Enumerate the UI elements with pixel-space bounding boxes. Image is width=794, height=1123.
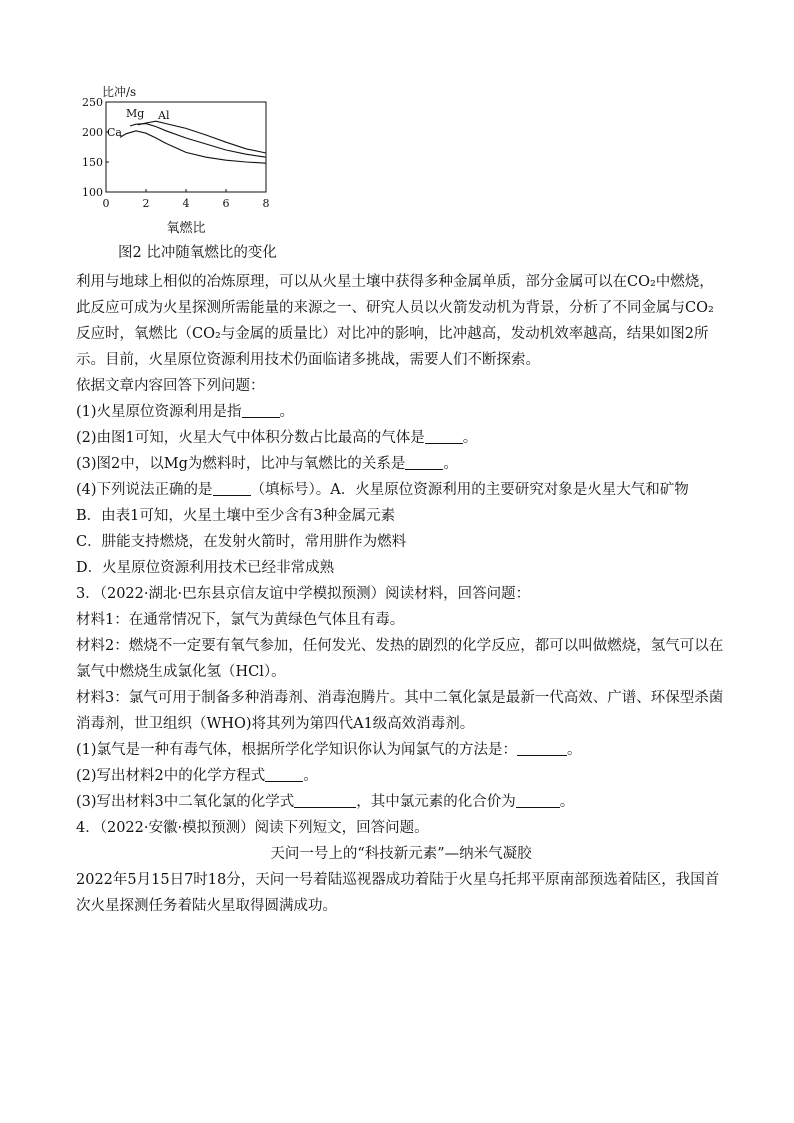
figure-caption: 图2 比冲随氧燃比的变化 <box>118 245 277 261</box>
answer-blank[interactable] <box>405 453 443 470</box>
x-tick-label: 4 <box>182 197 190 210</box>
x-tick-label: 8 <box>262 197 270 210</box>
question-3-heading: 3．（2022·湖北·巴东县京信友谊中学模拟预测）阅读材料，回答问题： <box>76 586 531 602</box>
material-1: 材料1：在通常情况下，氯气为黄绿色气体且有毒。 <box>76 612 405 628</box>
answer-blank[interactable] <box>294 791 356 808</box>
series-line-al <box>138 121 266 153</box>
article-paragraph: 利用与地球上相似的冶炼原理，可以从火星土壤中获得多种金属单质，部分金属可以在CO₂中燃烧，此反应可成为火星探测所需能量的来源之一、研究人员以火箭发动机为背景，分析了不同金属与CO₂反应时，氧燃比（CO₂与金属的质量比）对比冲的影响，比冲越高，发动机效率越高，结果如图2所示。目前，火星原位资源利用技术仍面临诸多挑战，需要人们不断探索。 <box>76 274 714 368</box>
y-tick-label: 100 <box>82 186 103 199</box>
option-b: B．由表1可知，火星土壤中至少含有3种金属元素 <box>76 508 396 524</box>
answer-blank[interactable] <box>517 739 567 756</box>
x-axis-label: 氧燃比 <box>166 221 206 236</box>
series-label-ca: Ca <box>107 126 122 139</box>
article-body: 2022年5月15日7时18分，天问一号着陆巡视器成功着陆于火星乌托邦平原南部预选着陆区，我国首次火星探测任务着陆火星取得圆满成功。 <box>76 872 720 914</box>
option-d: D．火星原位资源利用技术已经非常成熟 <box>76 560 335 576</box>
x-tick-label: 6 <box>222 197 230 210</box>
y-tick-label: 200 <box>82 126 103 139</box>
y-tick-label: 250 <box>82 96 103 109</box>
series-label-mg: Mg <box>126 107 145 120</box>
series-label-al: Al <box>158 108 170 122</box>
questions-intro: 依据文章内容回答下列问题： <box>76 378 265 394</box>
x-tick-label: 0 <box>102 197 110 210</box>
material-3: 材料3：氯气可用于制备多种消毒剂、消毒泡腾片。其中二氧化氯是最新一代高效、广谱、环保型杀菌消毒剂，世卫组织（WHO)将其列为第四代A1级高效消毒剂。 <box>76 690 724 732</box>
question-2-4: (4)下列说法正确的是 （填标号）。A．火星原位资源利用的主要研究对象是火星大气和矿物 <box>76 477 726 503</box>
answer-blank[interactable] <box>213 479 251 496</box>
article-title: 天问一号上的“科技新元素”—纳米气凝胶 <box>270 846 532 862</box>
material-2: 材料2：燃烧不一定要有氧气参加，任何发光、发热的剧烈的化学反应，都可以叫做燃烧，氢气可以在氯气中燃烧生成氯化氢（HCl）。 <box>76 638 724 680</box>
y-tick-label: 150 <box>82 156 103 169</box>
answer-blank[interactable] <box>242 401 280 418</box>
question-2-2: (2)由图1可知，火星大气中体积分数占比最高的气体是 。 <box>76 425 726 451</box>
question-3-1: (1)氯气是一种有毒气体，根据所学化学知识你认为闻氯气的方法是： 。 <box>76 737 726 763</box>
answer-blank[interactable] <box>516 791 560 808</box>
question-3-3: (3)写出材料3中二氧化氯的化学式 ，其中氯元素的化合价为 。 <box>76 789 726 815</box>
option-c: C．肼能支持燃烧，在发射火箭时，常用肼作为燃料 <box>76 534 407 550</box>
question-2-1: (1)火星原位资源利用是指 。 <box>76 399 726 425</box>
question-4-heading: 4．（2022·安徽·模拟预测）阅读下列短文，回答问题。 <box>76 820 429 836</box>
document-body <box>76 269 726 919</box>
series-line-mg <box>130 124 266 158</box>
line-chart <box>78 80 278 240</box>
y-axis-label: 比冲/s <box>102 85 137 99</box>
question-2-3: (3)图2中，以Mg为燃料时，比冲与氧燃比的关系是 。 <box>76 451 726 477</box>
x-tick-label: 2 <box>142 197 150 210</box>
question-3-2: (2)写出材料2中的化学方程式 。 <box>76 763 726 789</box>
series-line-ca <box>120 131 266 163</box>
answer-blank[interactable] <box>425 427 463 444</box>
figure-2-chart <box>78 80 278 240</box>
answer-blank[interactable] <box>265 765 303 782</box>
